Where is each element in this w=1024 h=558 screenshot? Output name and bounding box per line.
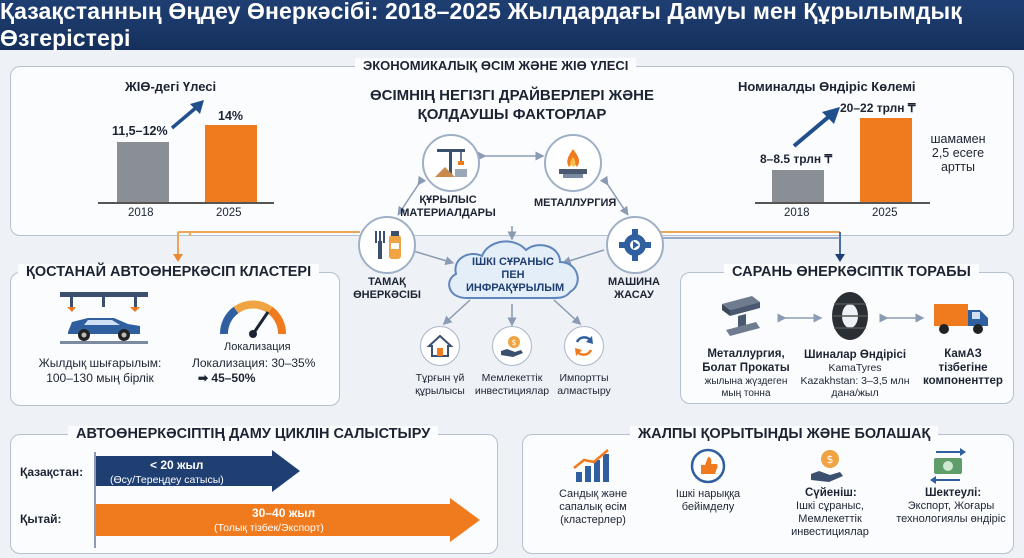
summary-item-3 — [780, 500, 880, 539]
summary-title: ЖАЛПЫ ҚОРЫТЫНДЫ ЖӘНЕ БОЛАШАҚ — [630, 426, 938, 442]
machine-building-text: МАШИНА ЖАСАУ — [608, 276, 660, 301]
localization-before: Локализация: 30–35% — [192, 356, 316, 370]
gdp-value-2025: 14% — [218, 109, 244, 123]
saran-kamaz-text: КамАЗ тізбегіне компоненттер — [923, 348, 1003, 387]
output-title: Номиналды Өндіріс Көлемі — [738, 79, 916, 94]
output-year-2025: 2025 — [872, 207, 898, 219]
food-industry-text: ТАМАҚ ӨНЕРКӘСІБІ — [353, 276, 421, 301]
summary-item-3-text: Ішкі сұраныс, Мемлекеттік инвестициялар — [791, 500, 869, 538]
cycle-value-cn: 30–40 жыл — [252, 506, 316, 520]
output-value-2025: 20–22 трлн ₸ — [840, 101, 916, 115]
economy-title: ЭКОНОМИКАЛЫҚ ӨСІМ ЖӘНЕ ЖІӨ ҮЛЕСІ — [355, 58, 636, 73]
housing-text: Тұрғын үй құрылысы — [415, 372, 465, 397]
gdp-share-title: ЖІӨ-дегі Үлесі — [125, 79, 217, 94]
saran-item-metallurgy — [696, 348, 796, 375]
svg-text:$: $ — [826, 453, 834, 466]
cycle-arrow-cn — [96, 498, 482, 542]
output-value-2018: 8–8.5 трлн ₸ — [760, 152, 833, 166]
saran-tyres-sub — [800, 362, 910, 400]
summary-item-2 — [668, 488, 748, 514]
kostanay-title: ҚОСТАНАЙ АВТОӨНЕРКӘСІП КЛАСТЕРІ — [18, 264, 319, 280]
cycle-title: АВТОӨНЕРКӘСІПТІҢ ДАМУ ЦИКЛІН САЛЫСТЫРУ — [68, 426, 438, 442]
kostanay-output-text: Жылдық шығарылым: 100–130 мың бірлік — [38, 356, 162, 385]
cycle-note-kz: (Өсу/Тереңдеу сатысы) — [110, 474, 224, 486]
summary-item-1 — [550, 488, 636, 527]
summary-item-3-head: Сүйеніш: — [805, 487, 857, 499]
page-title: Қазақстанның Өңдеу Өнеркәсібі: 2018–2025 Жылдардағы Дамуы мен Құрылымдық Өзгерістері — [0, 0, 1024, 50]
summary-item-4-head: Шектеулі: — [925, 487, 982, 499]
saran-metallurgy-sub-text: жылына жүздеген мың тонна — [704, 376, 788, 399]
localization-arrow-icon: ➡ — [198, 371, 209, 385]
import-substitution-text: Импортты алмастыру — [557, 372, 611, 397]
summary-item-1-text: Сандық және сапалық өсім (кластерлер) — [558, 488, 628, 526]
cycle-country-cn: Қытай: — [20, 512, 62, 526]
output-year-2018: 2018 — [784, 207, 810, 219]
saran-metallurgy-sub — [696, 376, 796, 399]
gdp-year-2018: 2018 — [128, 207, 154, 219]
gov-investment-text: Мемлекеттік инвестициялар — [474, 372, 550, 397]
money-hand-icon-2 — [808, 446, 848, 484]
cycle-note-cn: (Толық тізбек/Экспорт) — [214, 522, 324, 534]
gauge-label: Локализация — [224, 341, 291, 353]
summary-item-4-text: Экспорт, Жоғары технологиялы өндіріс — [896, 500, 1006, 525]
growth-chart-icon — [572, 448, 612, 484]
cycle-country-kz: Қазақстан: — [20, 465, 84, 479]
metallurgy-label: МЕТАЛЛУРГИЯ — [534, 197, 617, 209]
thumbs-up-icon — [688, 448, 728, 484]
center-cloud-text: ІШКІ СҰРАНЫС ПЕН ИНФРАҚҰРЫЛЫМ — [466, 256, 565, 294]
summary-item-2-text: Ішкі нарыққа бейімделу — [675, 488, 741, 513]
summary-item-4 — [894, 500, 1008, 526]
output-growth-note: шамамен 2,5 есеге артты — [930, 132, 986, 174]
currency-exchange-icon — [928, 448, 968, 484]
saran-item-kamaz — [922, 348, 1004, 389]
gdp-value-2018: 11,5–12% — [112, 124, 168, 138]
saran-title: САРАНЬ ӨНЕРКӘСІПТІК ТОРАБЫ — [724, 264, 979, 280]
localization-after: 45–50% — [211, 371, 256, 385]
gdp-year-2025: 2025 — [216, 207, 242, 219]
construction-materials-text: ҚҰРЫЛЫС МАТЕРИАЛДАРЫ — [400, 194, 496, 219]
svg-text:$: $ — [511, 338, 517, 347]
saran-tyres-sub-text: KamaTyres Kazakhstan: 3–3,5 млн дана/жыл — [800, 362, 910, 399]
drivers-title-text: ӨСІМНІҢ НЕГІЗГІ ДРАЙВЕРЛЕРІ ЖӘНЕ ҚОЛДАУШЫ ФАКТОРЛАР — [370, 87, 654, 123]
cycle-value-kz: < 20 жыл — [150, 458, 204, 472]
saran-item-tyres: Шиналар Өндірісі — [804, 349, 907, 361]
saran-metallurgy-head: Металлургия, Болат Прокаты — [702, 348, 790, 374]
